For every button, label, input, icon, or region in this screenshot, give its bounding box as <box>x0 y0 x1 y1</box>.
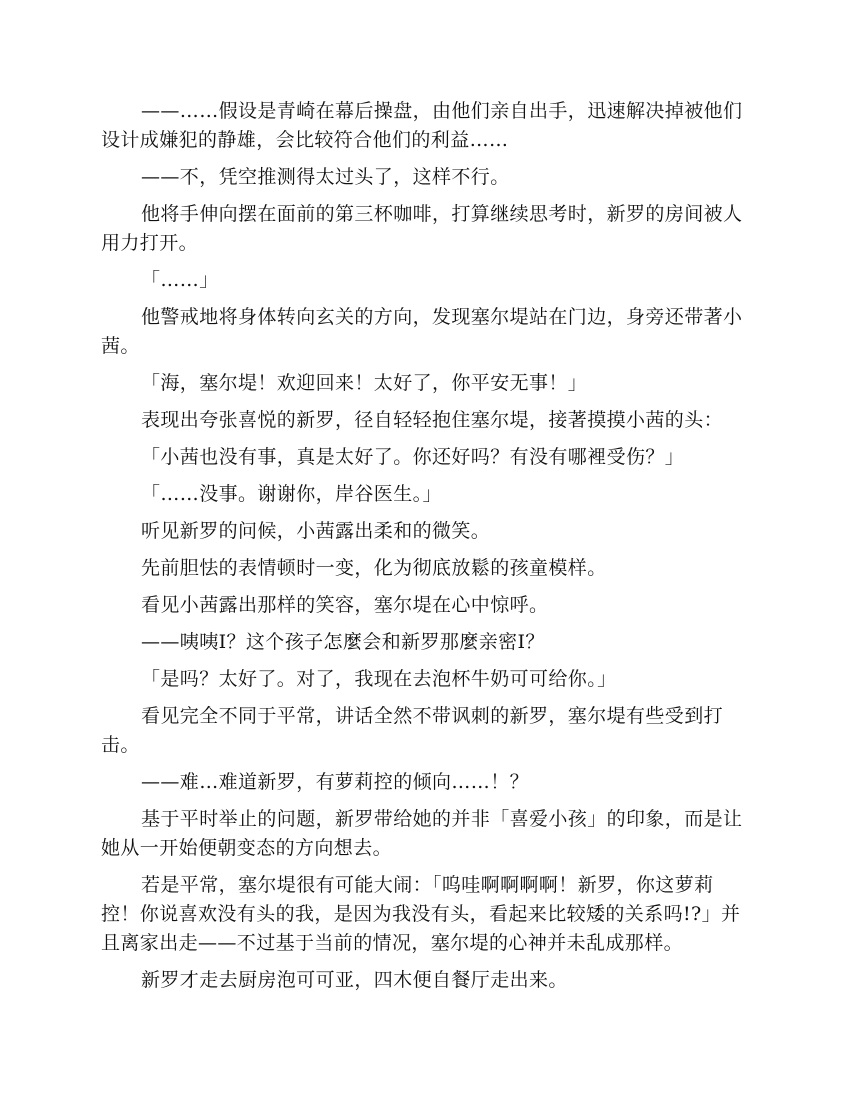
paragraph: 看见小茜露出那样的笑容，塞尔堤在心中惊呼。 <box>141 594 549 616</box>
paragraph: ——……假设是青崎在幕后操盘，由他们亲自出手，迅速解决掉被他们设计成嫌犯的静雄，会比较符合他们的利益…… <box>101 100 743 151</box>
paragraph: 若是平常，塞尔堤很有可能大闹：「呜哇啊啊啊啊！新罗，你这萝莉控！你说喜欢没有头的我，是因为我没有头，看起来比较矮的关系吗!?」并且离家出走——不过基于当前的情况，塞尔堤的心神并未乱成那样。 <box>101 874 741 954</box>
paragraph: ——难…难道新罗，有萝莉控的倾向……！？ <box>141 771 530 793</box>
paragraph: 听见新罗的问候，小茜露出柔和的微笑。 <box>141 520 491 542</box>
paragraph: 「海，塞尔堤！欢迎回来！太好了，你平安无事！」 <box>141 372 588 394</box>
paragraph: ——不，凭空推测得太过头了，这样不行。 <box>141 166 510 188</box>
body-text <box>101 97 751 1003</box>
paragraph: 「小茜也没有事，真是太好了。你还好吗？有没有哪裡受伤？」 <box>141 446 685 468</box>
paragraph: 「是吗？太好了。对了，我现在去泡杯牛奶可可给你。」 <box>141 668 617 690</box>
paragraph: 看见完全不同于平常，讲话全然不带讽刺的新罗，塞尔堤有些受到打击。 <box>101 705 724 756</box>
paragraph: ——咦咦I？这个孩子怎麼会和新罗那麼亲密I？ <box>141 631 545 653</box>
paragraph: 先前胆怯的表情顿时一变，化为彻底放鬆的孩童模样。 <box>141 557 607 579</box>
paragraph: 「……没事。谢谢你，岸谷医生。」 <box>141 483 442 505</box>
paragraph: 新罗才走去厨房泡可可亚，四木便自餐厅走出来。 <box>141 969 568 991</box>
paragraph: 基于平时举止的问题，新罗带给她的并非「喜爱小孩」的印象，而是让她从一开始便朝变态的方向想去。 <box>101 808 743 859</box>
paragraph: 「……」 <box>141 269 219 291</box>
paragraph: 他警戒地将身体转向玄关的方向，发现塞尔堤站在门边，身旁还带著小茜。 <box>101 306 743 357</box>
paragraph: 他将手伸向摆在面前的第三杯咖啡，打算继续思考时，新罗的房间被人用力打开。 <box>101 203 743 254</box>
paragraph: 表现出夸张喜悦的新罗，径自轻轻抱住塞尔堤，接著摸摸小茜的头： <box>141 409 724 431</box>
